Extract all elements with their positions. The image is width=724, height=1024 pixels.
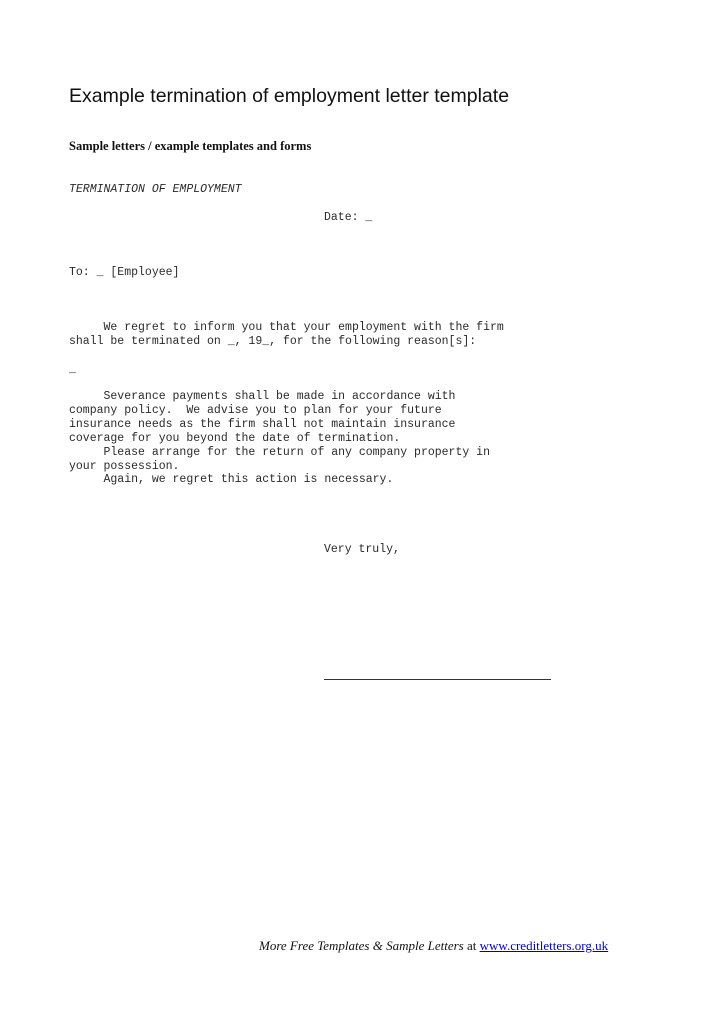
footer (259, 938, 608, 954)
footer-website-link[interactable]: www.creditletters.org.uk (479, 938, 609, 953)
date-line: Date: _ (324, 211, 373, 224)
footer-connector-text: at (463, 938, 480, 953)
signature-line (324, 679, 551, 680)
reason-blank: _ (69, 363, 76, 376)
letter-paragraph-details: Severance payments shall be made in accordance with company policy. We advise you to plan for your future insurance needs as the firm shall not maintain insurance coverage for you beyond the date of termination. Please arrange for the return of any company property in your possession. Again, we regret this action is necessary. (69, 390, 490, 487)
page-title: Example termination of employment letter template (69, 85, 510, 107)
document-subtitle: Sample letters / example templates and forms (69, 139, 312, 153)
letter-heading: TERMINATION OF EMPLOYMENT (69, 183, 242, 196)
recipient-line: To: _ [Employee] (69, 266, 180, 279)
letter-closing: Very truly, (324, 543, 400, 556)
letter-paragraph-notice: We regret to inform you that your employment with the firm shall be terminated on _, 19_, for the following reason[s]: (69, 321, 504, 348)
footer-promo-text: More Free Templates & Sample Letters (259, 938, 464, 953)
